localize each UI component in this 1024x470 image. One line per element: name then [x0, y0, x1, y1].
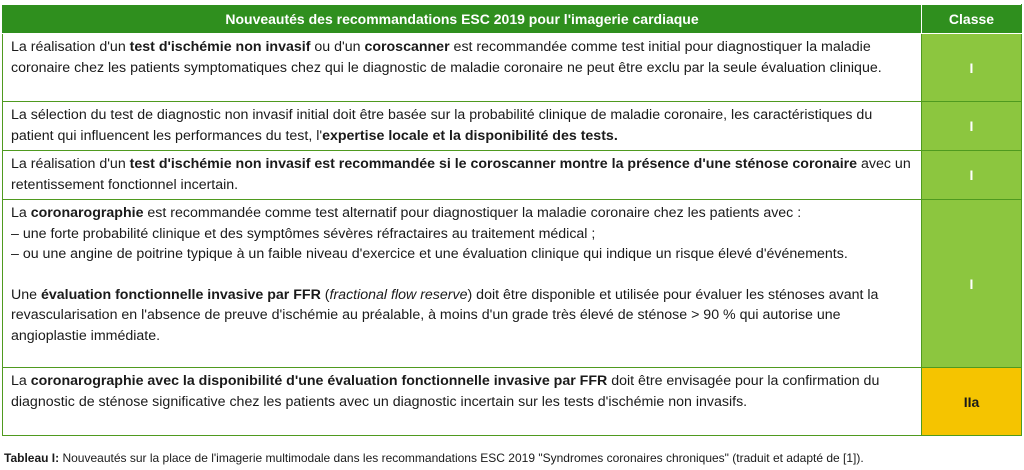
- table-row: [3, 368, 1022, 436]
- table-row: [3, 34, 1022, 102]
- table-row: [3, 200, 1022, 368]
- table-caption: [4, 451, 864, 465]
- class-column-header: Classe: [922, 5, 1022, 34]
- recommendation-text: La coronarographie avec la disponibilité d'une évaluation fonctionnelle invasive par FFR doit être envisagée pour la confirmation du diagnostic de sténose significative chez les patients avec un diagnostic incertain sur les tests d'ischémie non invasifs.: [3, 368, 922, 436]
- class-badge: I: [922, 151, 1022, 200]
- recommendation-text: La réalisation d'un test d'ischémie non invasif est recommandée si le coroscanner montre la présence d'une sténose coronaire avec un retentissement fonctionnel incertain.: [3, 151, 922, 200]
- recommendation-text: La coronarographie est recommandée comme test alternatif pour diagnostiquer la maladie coronaire chez les patients avec : – une forte probabilité clinique et des symptômes sévères réfractaires au traitement médical ; – ou une angine de poitrine typique à un faible niveau d'exercice et une évaluation clinique qui indique un risque élevé d'événements. Une évaluation fonctionnelle invasive par FFR (fractional flow reserve) doit être disponible et utilisée pour évaluer les sténoses avant la revascularisation en l'absence de preuve d'ischémie au préalable, à moins d'un grade très élevé de sténose > 90 % qui autorise une angioplastie immédiate.: [3, 200, 922, 368]
- recommendations-table: [2, 4, 1022, 436]
- recommendation-text: La sélection du test de diagnostic non invasif initial doit être basée sur la probabilité clinique de maladie coronaire, les caractéristiques du patient qui influencent les performances du test, l'expertise locale et la disponibilité des tests.: [3, 102, 922, 151]
- class-badge: I: [922, 200, 1022, 368]
- class-badge: I: [922, 34, 1022, 102]
- recommendation-text: La réalisation d'un test d'ischémie non invasif ou d'un coroscanner est recommandée comme test initial pour diagnostiquer la maladie coronaire chez les patients symptomatiques chez qui le diagnostic de maladie coronaire ne peut être exclu par la seule évaluation clinique.: [3, 34, 922, 102]
- caption-label: Tableau I:: [4, 451, 60, 465]
- table-row: [3, 151, 1022, 200]
- class-badge: IIa: [922, 368, 1022, 436]
- list-item: – ou une angine de poitrine typique à un faible niveau d'exercice et une évaluation clinique qui indique un risque élevé d'événements.: [11, 246, 848, 262]
- caption-text: Nouveautés sur la place de l'imagerie multimodale dans les recommandations ESC 2019 "Syndromes coronaires chroniques" (traduit et adapté de [1]).: [59, 451, 864, 465]
- class-badge: I: [922, 102, 1022, 151]
- table-header-row: [3, 5, 1022, 34]
- table-title: Nouveautés des recommandations ESC 2019 pour l'imagerie cardiaque: [3, 5, 922, 34]
- list-item: – une forte probabilité clinique et des symptômes sévères réfractaires au traitement médical ;: [11, 225, 596, 242]
- table-row: [3, 102, 1022, 151]
